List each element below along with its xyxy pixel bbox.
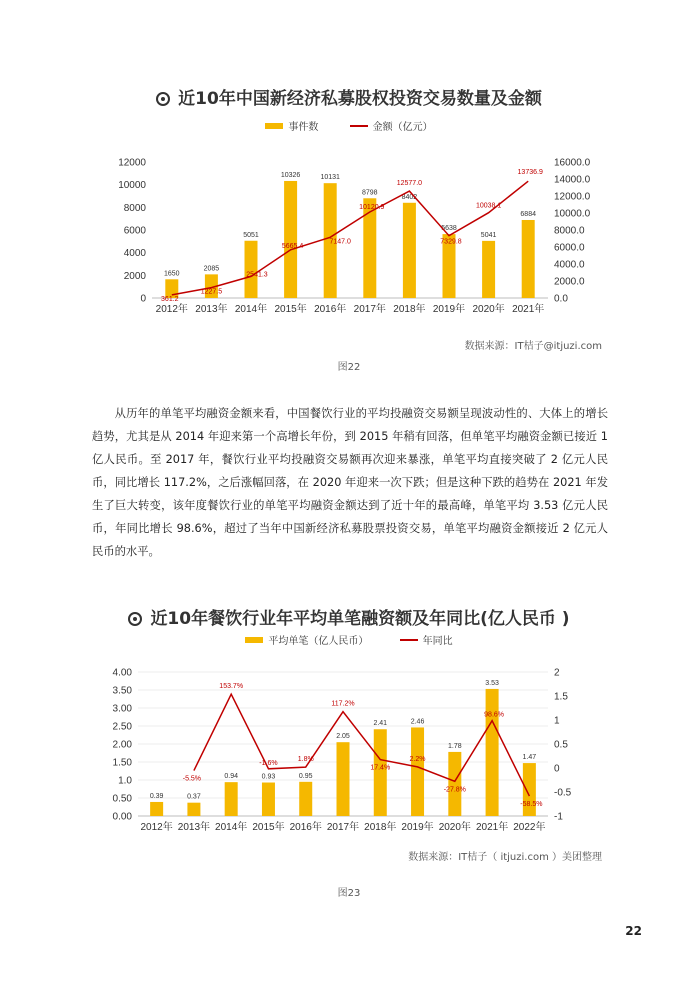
right-tick-label: 1 <box>554 715 560 727</box>
bar <box>262 783 275 816</box>
bar <box>337 742 350 816</box>
bar-value-label: 0.39 <box>149 792 164 800</box>
bar-value-label: 5041 <box>480 231 497 239</box>
left-tick-label: 1.50 <box>112 757 132 769</box>
chart2-source: 数据来源：IT桔子（ itjuzi.com ）美团整理 <box>408 852 602 863</box>
left-tick-label: 6000 <box>123 225 146 237</box>
line-value-label: -5.5% <box>182 775 202 783</box>
bar-value-label: 2085 <box>203 265 220 273</box>
bar <box>374 729 387 816</box>
left-tick-label: 12000 <box>118 157 146 169</box>
bar <box>225 782 238 816</box>
left-tick-label: 2000 <box>123 270 146 282</box>
chart1-title: 近10年中国新经济私募股权投资交易数量及金额 <box>0 84 698 109</box>
bar-value-label: 6884 <box>520 210 536 218</box>
line-value-label: 153.7% <box>219 683 244 691</box>
bar-value-label: 5638 <box>441 225 457 233</box>
chart2-caption: 图23 <box>337 888 361 899</box>
legend-item-line: 年同比 <box>400 632 453 647</box>
bar <box>403 203 416 298</box>
x-tick-label: 2012年 <box>155 304 188 315</box>
bar-swatch <box>265 123 283 129</box>
bar <box>150 802 163 816</box>
page-number: 22 <box>625 924 642 938</box>
right-tick-label: 4000.0 <box>554 259 585 271</box>
bar-value-label: 0.93 <box>261 773 276 781</box>
line-value-label: 2541.3 <box>246 271 268 279</box>
x-tick-label: 2018年 <box>393 304 426 315</box>
right-tick-label: 10000.0 <box>554 208 591 220</box>
bar <box>448 752 461 816</box>
line-value-label: -27.8% <box>443 786 466 794</box>
right-tick-label: 1.5 <box>554 691 568 703</box>
chart1-caption: 图22 <box>337 362 361 373</box>
left-tick-label: 1.0 <box>118 775 132 787</box>
x-tick-label: 2021年 <box>512 304 545 315</box>
left-tick-label: 0.50 <box>112 793 132 805</box>
x-tick-label: 2017年 <box>353 304 386 315</box>
x-tick-label: 2017年 <box>326 822 360 833</box>
x-tick-label: 2020年 <box>438 822 471 833</box>
x-tick-label: 2015年 <box>274 304 307 315</box>
left-tick-label: 0 <box>140 293 146 305</box>
right-tick-label: 8000.0 <box>554 225 585 237</box>
left-tick-label: 10000 <box>118 180 146 192</box>
x-tick-label: 2013年 <box>195 304 228 315</box>
line-value-label: 12577.0 <box>396 180 423 188</box>
left-tick-label: 3.50 <box>112 685 132 697</box>
bar-value-label: 2.41 <box>373 720 388 728</box>
bar <box>284 181 297 298</box>
bar <box>245 241 258 298</box>
legend-item-bar: 事件数 <box>265 118 318 133</box>
line-swatch <box>350 125 368 127</box>
right-tick-label: 14000.0 <box>554 174 591 186</box>
legend-item-bar: 平均单笔（亿人民币） <box>245 632 368 647</box>
legend-item-line: 金额（亿元） <box>350 118 433 133</box>
line-value-label: 5665.4 <box>281 242 304 250</box>
left-tick-label: 2.50 <box>112 721 132 733</box>
bar <box>299 782 312 816</box>
line-value-label: -1.6% <box>259 759 278 767</box>
line-value-label: 2.2% <box>409 755 426 763</box>
left-tick-label: 4.00 <box>112 667 132 679</box>
bar-value-label: 1650 <box>164 270 180 278</box>
bar-value-label: 3.53 <box>485 679 499 687</box>
right-tick-label: 16000.0 <box>554 157 591 169</box>
left-tick-label: 2.00 <box>112 739 132 751</box>
line-value-label: 1227.5 <box>200 288 223 296</box>
right-tick-label: 6000.0 <box>554 242 585 254</box>
x-tick-label: 2014年 <box>234 304 268 315</box>
x-tick-label: 2014年 <box>215 822 248 833</box>
line-value-label: 7147.0 <box>329 238 351 246</box>
left-tick-label: 4000 <box>123 248 146 260</box>
left-tick-label: 3.00 <box>112 703 132 715</box>
x-tick-label: 2021年 <box>475 822 509 833</box>
right-tick-label: 0.5 <box>554 739 568 751</box>
x-tick-label: 2012年 <box>140 822 173 833</box>
bar-value-label: 5051 <box>243 231 259 239</box>
line-value-label: 98.6% <box>484 711 505 719</box>
right-tick-label: 2000.0 <box>554 276 585 288</box>
bar <box>363 198 376 298</box>
left-tick-label: 0.00 <box>112 811 132 823</box>
chart2-plot <box>0 658 698 838</box>
bar <box>486 689 499 816</box>
chart1-plot <box>0 140 698 325</box>
right-tick-label: -1 <box>554 811 563 823</box>
target-icon <box>128 612 142 626</box>
bar-value-label: 10326 <box>280 171 301 179</box>
line-value-label: 10120.9 <box>359 203 385 211</box>
series-line <box>194 694 530 796</box>
line-value-label: 10038.1 <box>475 202 502 210</box>
chart2-legend <box>0 632 698 647</box>
bar-value-label: 0.37 <box>187 793 201 801</box>
line-value-label: 17.4% <box>370 764 391 772</box>
line-value-label: -58.5% <box>520 801 543 809</box>
line-value-label: 117.2% <box>331 700 355 708</box>
bar-value-label: 1.78 <box>448 742 462 750</box>
body-paragraph: 从历年的单笔平均融资金额来看，中国餐饮行业的平均投融资交易额呈现波动性的、大体上的增长趋势，尤其是从 2014 年迎来第一个高增长年份，到 2015 年稍有回落，但单笔平均融资金额已接近 1 亿人民币。至 2017 年，餐饮行业平均投融资交易额再次迎来暴涨，单笔平均直接突破了 2 亿元人民币，同比增长 117.2%，之后涨幅回落，在 2020 年迎来一次下跌；但是这种下跌的趋势在 2021 年发生了巨大转变，该年度餐饮行业的单笔平均融资金额达到了近十年的最高峰，单笔平均 3.53 亿元人民币，年同比增长 98.6%，超过了当年中国新经济私募股票投资交易，单笔平均融资金额接近 2 亿元人民币的水平。 <box>92 407 608 558</box>
x-tick-label: 2019年 <box>432 304 466 315</box>
x-tick-label: 2020年 <box>472 304 505 315</box>
bar <box>187 803 200 816</box>
x-tick-label: 2022年 <box>513 822 546 833</box>
line-value-label: 13736.9 <box>517 169 543 177</box>
right-tick-label: 2 <box>554 667 560 679</box>
chart1-legend <box>0 118 698 133</box>
bar <box>522 220 535 298</box>
bar <box>411 727 424 816</box>
chart1-source: 数据来源：IT桔子@itjuzi.com <box>464 341 602 352</box>
line-swatch <box>400 639 418 641</box>
x-tick-label: 2015年 <box>252 822 285 833</box>
x-tick-label: 2013年 <box>177 822 211 833</box>
right-tick-label: 0.0 <box>554 293 568 305</box>
bar <box>482 241 495 298</box>
bar-value-label: 2.05 <box>336 733 350 741</box>
line-value-label: 361.2 <box>161 295 179 303</box>
x-tick-label: 2019年 <box>401 822 434 833</box>
target-icon <box>156 92 170 106</box>
x-tick-label: 2018年 <box>364 822 397 833</box>
bar-value-label: 10131 <box>320 174 340 182</box>
x-tick-label: 2016年 <box>314 304 347 315</box>
right-tick-label: 0 <box>554 763 560 775</box>
bar-value-label: 1.47 <box>522 754 537 762</box>
chart2-title: 近10年餐饮行业年平均单笔融资额及年同比(亿人民币 ) <box>0 604 698 629</box>
right-tick-label: -0.5 <box>554 787 572 799</box>
bar-value-label: 2.46 <box>410 718 425 726</box>
line-value-label: 7329.8 <box>440 238 462 246</box>
bar-value-label: 8798 <box>362 189 378 197</box>
left-tick-label: 8000 <box>123 202 146 214</box>
bar-value-label: 0.94 <box>224 773 238 781</box>
line-value-label: 1.8% <box>297 756 314 764</box>
bar-value-label: 0.95 <box>298 772 313 780</box>
bar-value-label: 8402 <box>401 193 418 201</box>
x-tick-label: 2016年 <box>289 822 322 833</box>
bar-swatch <box>245 637 263 643</box>
right-tick-label: 12000.0 <box>554 191 591 203</box>
